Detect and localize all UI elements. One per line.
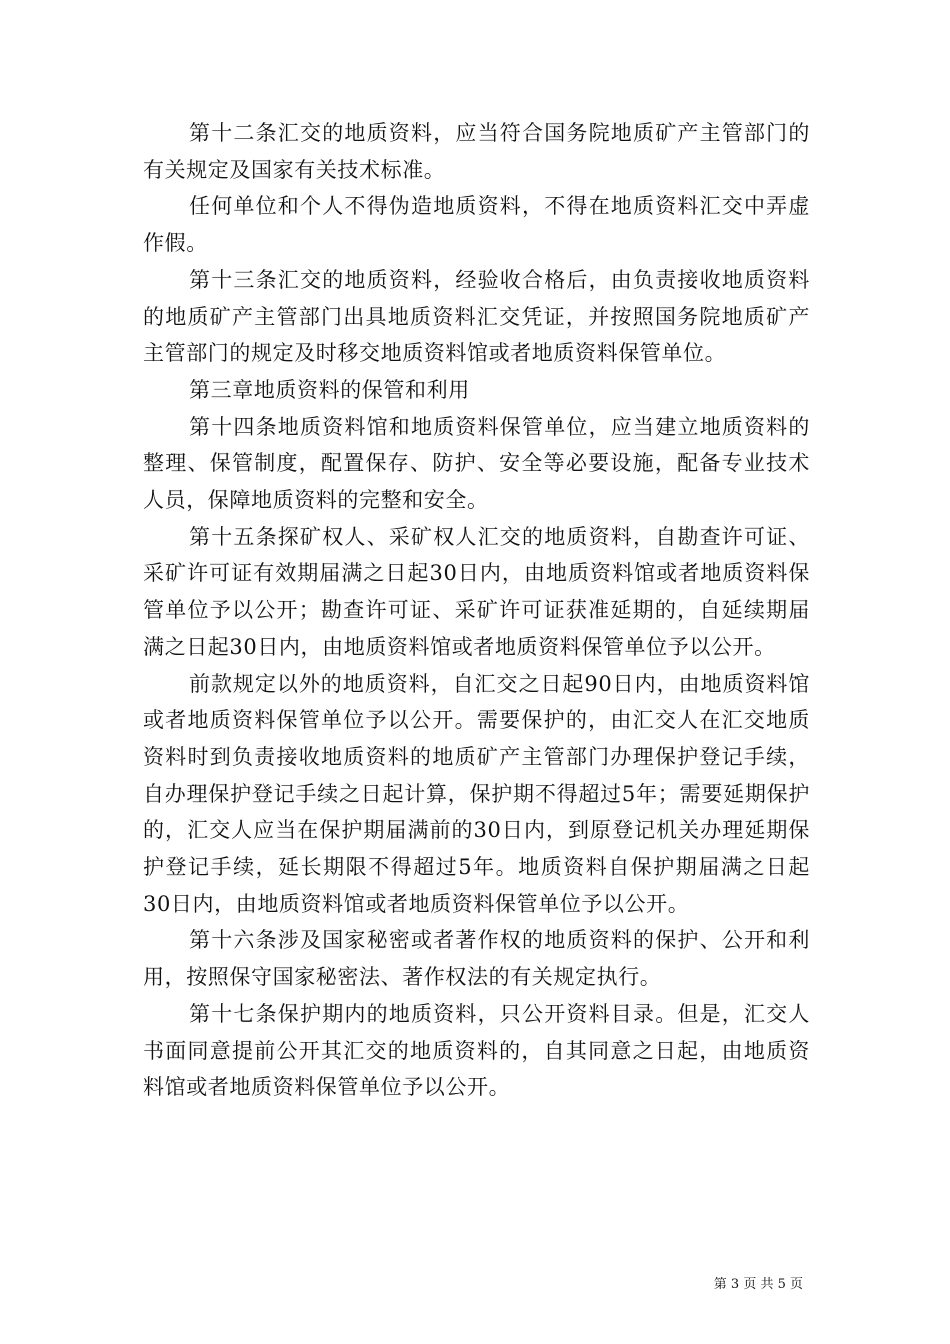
paragraph-article-15: 第十五条探矿权人、采矿权人汇交的地质资料，自勘查许可证、采矿许可证有效期届满之日起30日内，由地质资料馆或者地质资料保管单位予以公开；勘查许可证、采矿许可证获准延期的，自延续期届满之日起30日内，由地质资料馆或者地质资料保管单位予以公开。 <box>143 524 810 659</box>
document-body <box>143 115 810 1106</box>
paragraph-article-16: 第十六条涉及国家秘密或者著作权的地质资料的保护、公开和利用，按照保守国家秘密法、著作权法的有关规定执行。 <box>143 928 810 990</box>
paragraph-article-12: 第十二条汇交的地质资料，应当符合国务院地质矿产主管部门的有关规定及国家有关技术标准。 <box>143 121 810 182</box>
paragraph-article-13: 第十三条汇交的地质资料，经验收合格后，由负责接收地质资料的地质矿产主管部门出具地质资料汇交凭证，并按照国务院地质矿产主管部门的规定及时移交地质资料馆或者地质资料保管单位。 <box>143 267 810 366</box>
paragraph-no-forgery: 任何单位和个人不得伪造地质资料，不得在地质资料汇交中弄虚作假。 <box>143 194 810 256</box>
paragraph-article-17: 第十七条保护期内的地质资料，只公开资料目录。但是，汇交人书面同意提前公开其汇交的地质资料的，自其同意之日起，由地质资料馆或者地质资料保管单位予以公开。 <box>143 1001 810 1100</box>
chapter-heading-3: 第三章地质资料的保管和利用 <box>189 377 470 402</box>
paragraph-article-14: 第十四条地质资料馆和地质资料保管单位，应当建立地质资料的整理、保管制度，配置保存、防护、安全等必要设施，配备专业技术人员，保障地质资料的完整和安全。 <box>143 414 810 513</box>
page-number-footer: 第 3 页 共 5 页 <box>713 1277 803 1292</box>
paragraph-other-materials: 前款规定以外的地质资料，自汇交之日起90日内，由地质资料馆或者地质资料保管单位予以公开。需要保护的，由汇交人在汇交地质资料时到负责接收地质资料的地质矿产主管部门办理保护登记手续，自办理保护登记手续之日起计算，保护期不得超过5年；需要延期保护的，汇交人应当在保护期届满前的30日内，到原登记机关办理延期保护登记手续，延长期限不得超过5年。地质资料自保护期届满之日起30日内，由地质资料馆或者地质资料保管单位予以公开。 <box>143 671 810 916</box>
